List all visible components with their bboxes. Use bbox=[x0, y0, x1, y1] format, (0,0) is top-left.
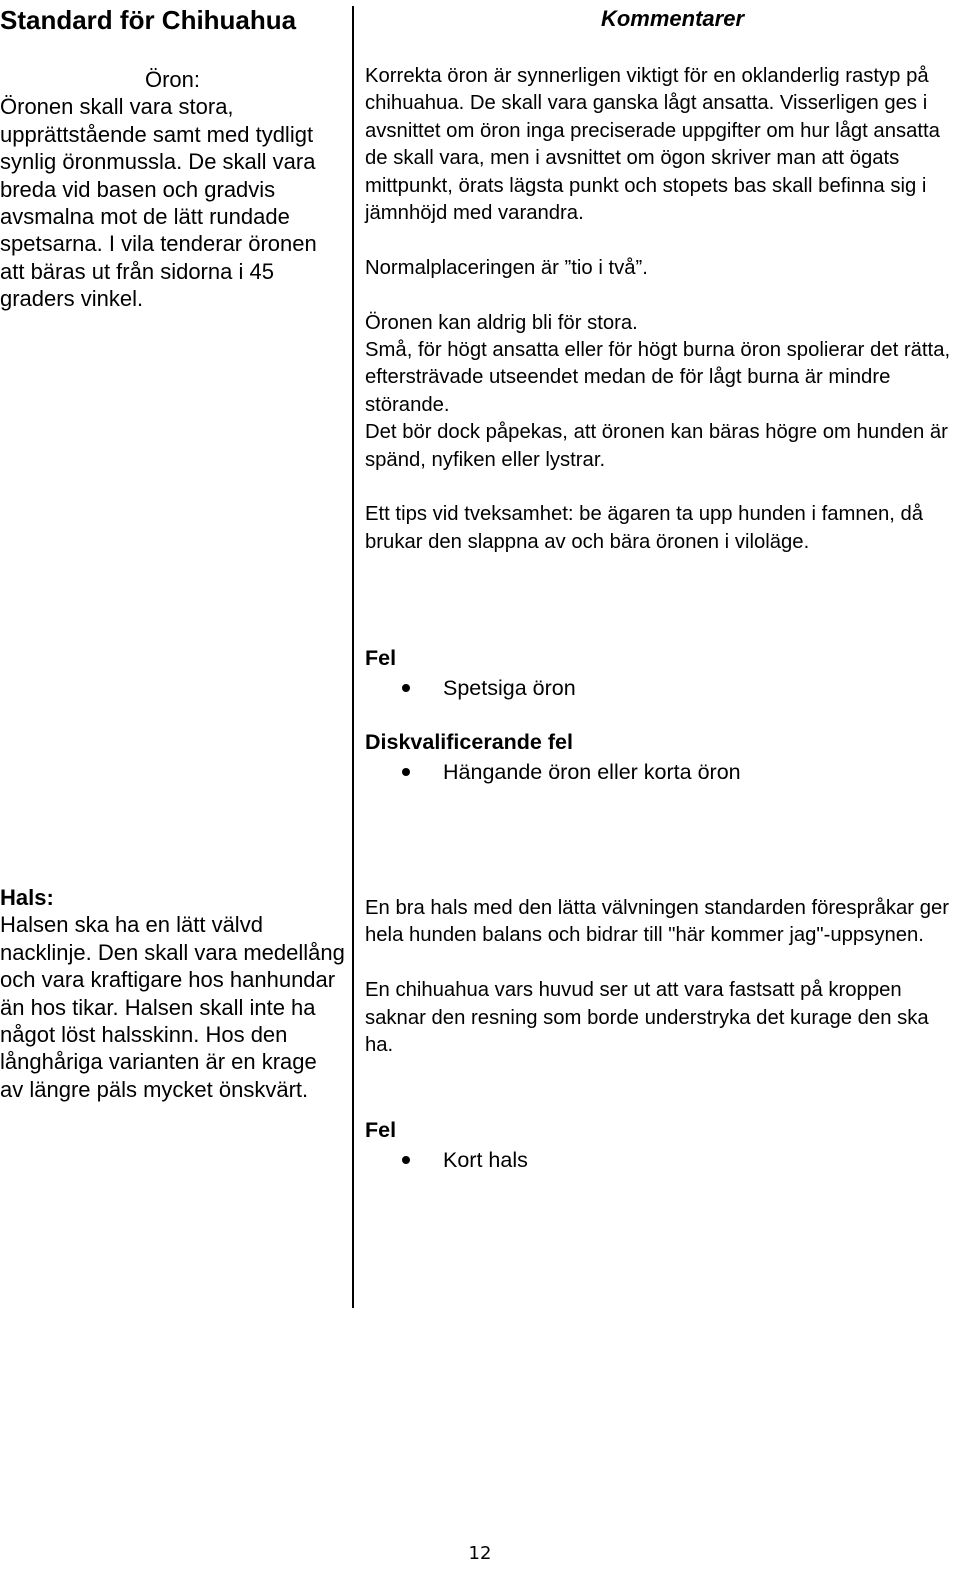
ears-comment-paragraph-2: Normalplaceringen är ”tio i två”. bbox=[365, 256, 648, 279]
ears-comment-paragraph-3-line-3: Det bör dock påpekas, att öronen kan bäras högre om hunden är spänd, nyfiken eller lystrar. bbox=[365, 421, 948, 471]
ears-faults-section bbox=[365, 643, 960, 703]
paragraph-spacer bbox=[365, 950, 960, 977]
paragraph-spacer bbox=[365, 227, 960, 254]
ears-comment-paragraph-3-line-2: Små, för högt ansatta eller för högt burna öron spolierar det rätta, eftersträvade utseendet medan de för lågt burna är mindre störande. bbox=[365, 339, 951, 416]
neck-comments-section bbox=[365, 895, 960, 1059]
bullet-icon bbox=[402, 768, 410, 776]
comments-heading bbox=[365, 4, 960, 34]
ears-fault-list bbox=[365, 673, 960, 703]
ears-comments-section bbox=[365, 63, 960, 556]
disqualifying-fault-text: Hängande öron eller korta öron bbox=[443, 760, 741, 784]
paragraph-spacer bbox=[365, 282, 960, 309]
ears-fault-heading: Fel bbox=[365, 646, 397, 670]
comments-heading-text: Kommentarer bbox=[600, 6, 745, 31]
list-item bbox=[365, 673, 960, 703]
column-divider bbox=[352, 6, 354, 1308]
ears-disqualifying-section bbox=[365, 727, 960, 787]
ears-disqualifying-heading: Diskvalificerande fel bbox=[365, 730, 573, 754]
fault-text: Spetsiga öron bbox=[443, 676, 576, 700]
ears-disqualifying-list bbox=[365, 757, 960, 787]
ears-standard-text: Öronen skall vara stora, upprättstående samt med tydligt synlig öronmussla. De skall vara breda vid basen och gradvis avsmalna mot de lätt rundade spetsarna. I vila tenderar öronen att bäras ut från sidorna i 45 graders vinkel. bbox=[0, 94, 317, 312]
neck-standard-section bbox=[0, 884, 345, 1103]
list-item bbox=[365, 1145, 960, 1175]
paragraph-spacer bbox=[365, 474, 960, 501]
ears-label: Öron: bbox=[144, 67, 201, 92]
ears-comment-paragraph-3-line-1: Öronen kan aldrig bli för stora. bbox=[365, 311, 638, 334]
neck-fault-list bbox=[365, 1145, 960, 1175]
bullet-icon bbox=[402, 684, 410, 692]
neck-comment-paragraph-2: En chihuahua vars huvud ser ut att vara fastsatt på kroppen saknar den resning som borde understryka det kurage den ska ha. bbox=[365, 979, 929, 1057]
neck-faults-section bbox=[365, 1115, 960, 1175]
neck-fault-heading: Fel bbox=[365, 1118, 397, 1142]
page-title: Standard för Chihuahua bbox=[0, 5, 297, 35]
neck-label: Hals: bbox=[0, 885, 54, 910]
ears-comment-paragraph-4: Ett tips vid tveksamhet: be ägaren ta upp hunden i famnen, då brukar den slappna av och bära öronen i viloläge. bbox=[365, 503, 924, 553]
neck-standard-text: Halsen ska ha en lätt välvd nacklinje. Den skall vara medellång och vara kraftigare hos hanhundar än hos tikar. Halsen skall inte ha något löst halsskinn. Hos den långhåriga varianten är en krage av längre päls mycket önskvärt. bbox=[0, 912, 345, 1102]
list-item bbox=[365, 757, 960, 787]
fault-text: Kort hals bbox=[443, 1148, 528, 1172]
ears-standard-section bbox=[0, 66, 345, 313]
bullet-icon bbox=[402, 1156, 410, 1164]
ears-comment-paragraph-1: Korrekta öron är synnerligen viktigt för en oklanderlig rastyp på chihuahua. De skall vara ganska lågt ansatta. Visserligen ges i avsnittet om öron inga preciserade uppgifter om hur lågt ansatta de skall vara, men i avsnittet om ögon skriver man att ögats mittpunkt, örats lägsta punkt och stopets bas skall befinna sig i jämnhöjd med varandra. bbox=[365, 65, 940, 225]
neck-comment-paragraph-1: En bra hals med den lätta välvningen standarden förespråkar ger hela hunden balans och bidrar till "här kommer jag"-uppsynen. bbox=[365, 897, 950, 947]
page-number: 12 bbox=[468, 1543, 492, 1564]
